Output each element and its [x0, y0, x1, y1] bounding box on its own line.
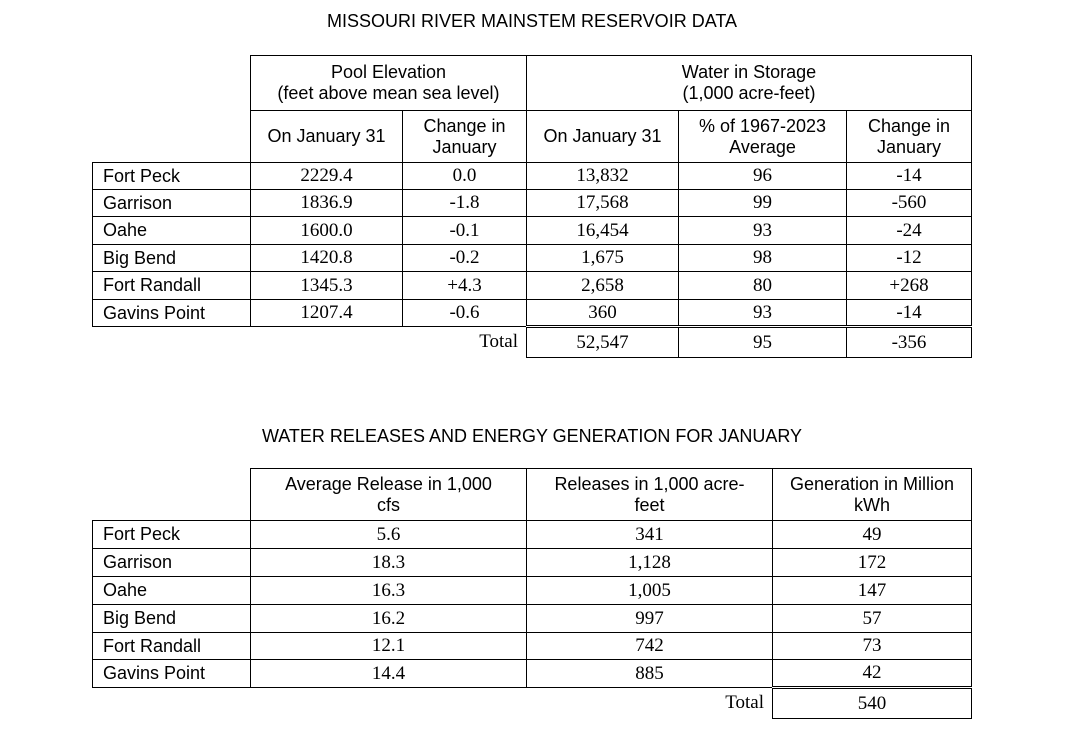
release-table-title: WATER RELEASES AND ENERGY GENERATION FOR JANUARY — [261, 426, 803, 446]
table-row — [93, 549, 972, 577]
reservoir-name: Big Bend — [93, 605, 251, 633]
release-af: 341 — [527, 521, 773, 549]
release-af: 1,005 — [527, 577, 773, 605]
total-change: -356 — [847, 327, 972, 358]
storage-value: 1,675 — [527, 245, 679, 272]
generation: 57 — [773, 605, 972, 633]
pool-change: 0.0 — [403, 163, 527, 190]
blank-cell — [251, 327, 403, 358]
total-pct: 95 — [679, 327, 847, 358]
generation: 42 — [773, 660, 972, 688]
reservoir-name: Garrison — [93, 190, 251, 217]
total-generation: 540 — [773, 688, 972, 719]
reservoir-name: Fort Randall — [93, 272, 251, 300]
storage-pct: 96 — [679, 163, 847, 190]
table-row — [93, 633, 972, 660]
reservoir-name: Fort Randall — [93, 633, 251, 660]
blank-cell — [251, 688, 527, 719]
pool-change: -1.8 — [403, 190, 527, 217]
pool-change: +4.3 — [403, 272, 527, 300]
reservoir-name: Fort Peck — [93, 521, 251, 549]
storage-change: +268 — [847, 272, 972, 300]
release-af: 885 — [527, 660, 773, 688]
pool-elevation: 1207.4 — [251, 300, 403, 327]
reservoir-name: Garrison — [93, 549, 251, 577]
generation: 49 — [773, 521, 972, 549]
total-label: Total — [479, 331, 518, 353]
generation: 73 — [773, 633, 972, 660]
storage-change: -12 — [847, 245, 972, 272]
storage-value: 16,454 — [527, 217, 679, 245]
pool-change: -0.2 — [403, 245, 527, 272]
total-row — [93, 327, 972, 358]
storage-change: -14 — [847, 163, 972, 190]
table-row — [93, 577, 972, 605]
storage-change-header: Change in January — [847, 111, 972, 163]
release-generation-table — [92, 468, 972, 719]
reservoir-name: Oahe — [93, 217, 251, 245]
storage-value: 2,658 — [527, 272, 679, 300]
release-af: 1,128 — [527, 549, 773, 577]
water-storage-header: Water in Storage (1,000 acre-feet) — [527, 56, 972, 111]
pool-change-header: Change in January — [403, 111, 527, 163]
generation-header: Generation in Million kWh — [773, 469, 972, 521]
storage-value: 360 — [527, 300, 679, 327]
storage-jan31-header: On January 31 — [527, 111, 679, 163]
storage-pct-header: % of 1967-2023 Average — [679, 111, 847, 163]
reservoir-name: Big Bend — [93, 245, 251, 272]
storage-value: 17,568 — [527, 190, 679, 217]
reservoir-name: Fort Peck — [93, 163, 251, 190]
table-row — [93, 245, 972, 272]
generation: 147 — [773, 577, 972, 605]
storage-change: -14 — [847, 300, 972, 327]
release-af-header: Releases in 1,000 acre- feet — [527, 469, 773, 521]
storage-value: 13,832 — [527, 163, 679, 190]
corner-cell — [93, 469, 251, 521]
table-row — [93, 605, 972, 633]
total-storage: 52,547 — [527, 327, 679, 358]
pool-elevation: 2229.4 — [251, 163, 403, 190]
storage-pct: 80 — [679, 272, 847, 300]
release-cfs: 16.2 — [251, 605, 527, 633]
storage-table-title: MISSOURI RIVER MAINSTEM RESERVOIR DATA — [326, 11, 738, 31]
table-row — [93, 190, 972, 217]
table-row — [93, 217, 972, 245]
pool-elevation: 1420.8 — [251, 245, 403, 272]
storage-pct: 99 — [679, 190, 847, 217]
reservoir-data-table — [92, 55, 972, 358]
table-row — [93, 163, 972, 190]
release-af: 742 — [527, 633, 773, 660]
table-row — [93, 300, 972, 327]
blank-cell — [93, 327, 251, 358]
pool-change: -0.6 — [403, 300, 527, 327]
release-cfs: 14.4 — [251, 660, 527, 688]
release-af: 997 — [527, 605, 773, 633]
reservoir-name: Gavins Point — [93, 300, 251, 327]
release-cfs: 5.6 — [251, 521, 527, 549]
release-cfs-header: Average Release in 1,000 cfs — [251, 469, 527, 521]
pool-jan31-header: On January 31 — [251, 111, 403, 163]
release-cfs: 12.1 — [251, 633, 527, 660]
pool-elevation: 1345.3 — [251, 272, 403, 300]
generation: 172 — [773, 549, 972, 577]
reservoir-name: Oahe — [93, 577, 251, 605]
total-label: Total — [725, 692, 764, 714]
corner-cell — [93, 56, 251, 163]
storage-change: -560 — [847, 190, 972, 217]
total-row — [93, 688, 972, 719]
reservoir-name: Gavins Point — [93, 660, 251, 688]
pool-elevation: 1836.9 — [251, 190, 403, 217]
storage-change: -24 — [847, 217, 972, 245]
table-row — [93, 272, 972, 300]
release-cfs: 18.3 — [251, 549, 527, 577]
table-row — [93, 521, 972, 549]
pool-change: -0.1 — [403, 217, 527, 245]
storage-pct: 93 — [679, 300, 847, 327]
storage-pct: 98 — [679, 245, 847, 272]
blank-cell — [93, 688, 251, 719]
release-cfs: 16.3 — [251, 577, 527, 605]
storage-pct: 93 — [679, 217, 847, 245]
table-row — [93, 660, 972, 688]
pool-elevation: 1600.0 — [251, 217, 403, 245]
pool-elevation-header: Pool Elevation (feet above mean sea level) — [251, 56, 527, 111]
